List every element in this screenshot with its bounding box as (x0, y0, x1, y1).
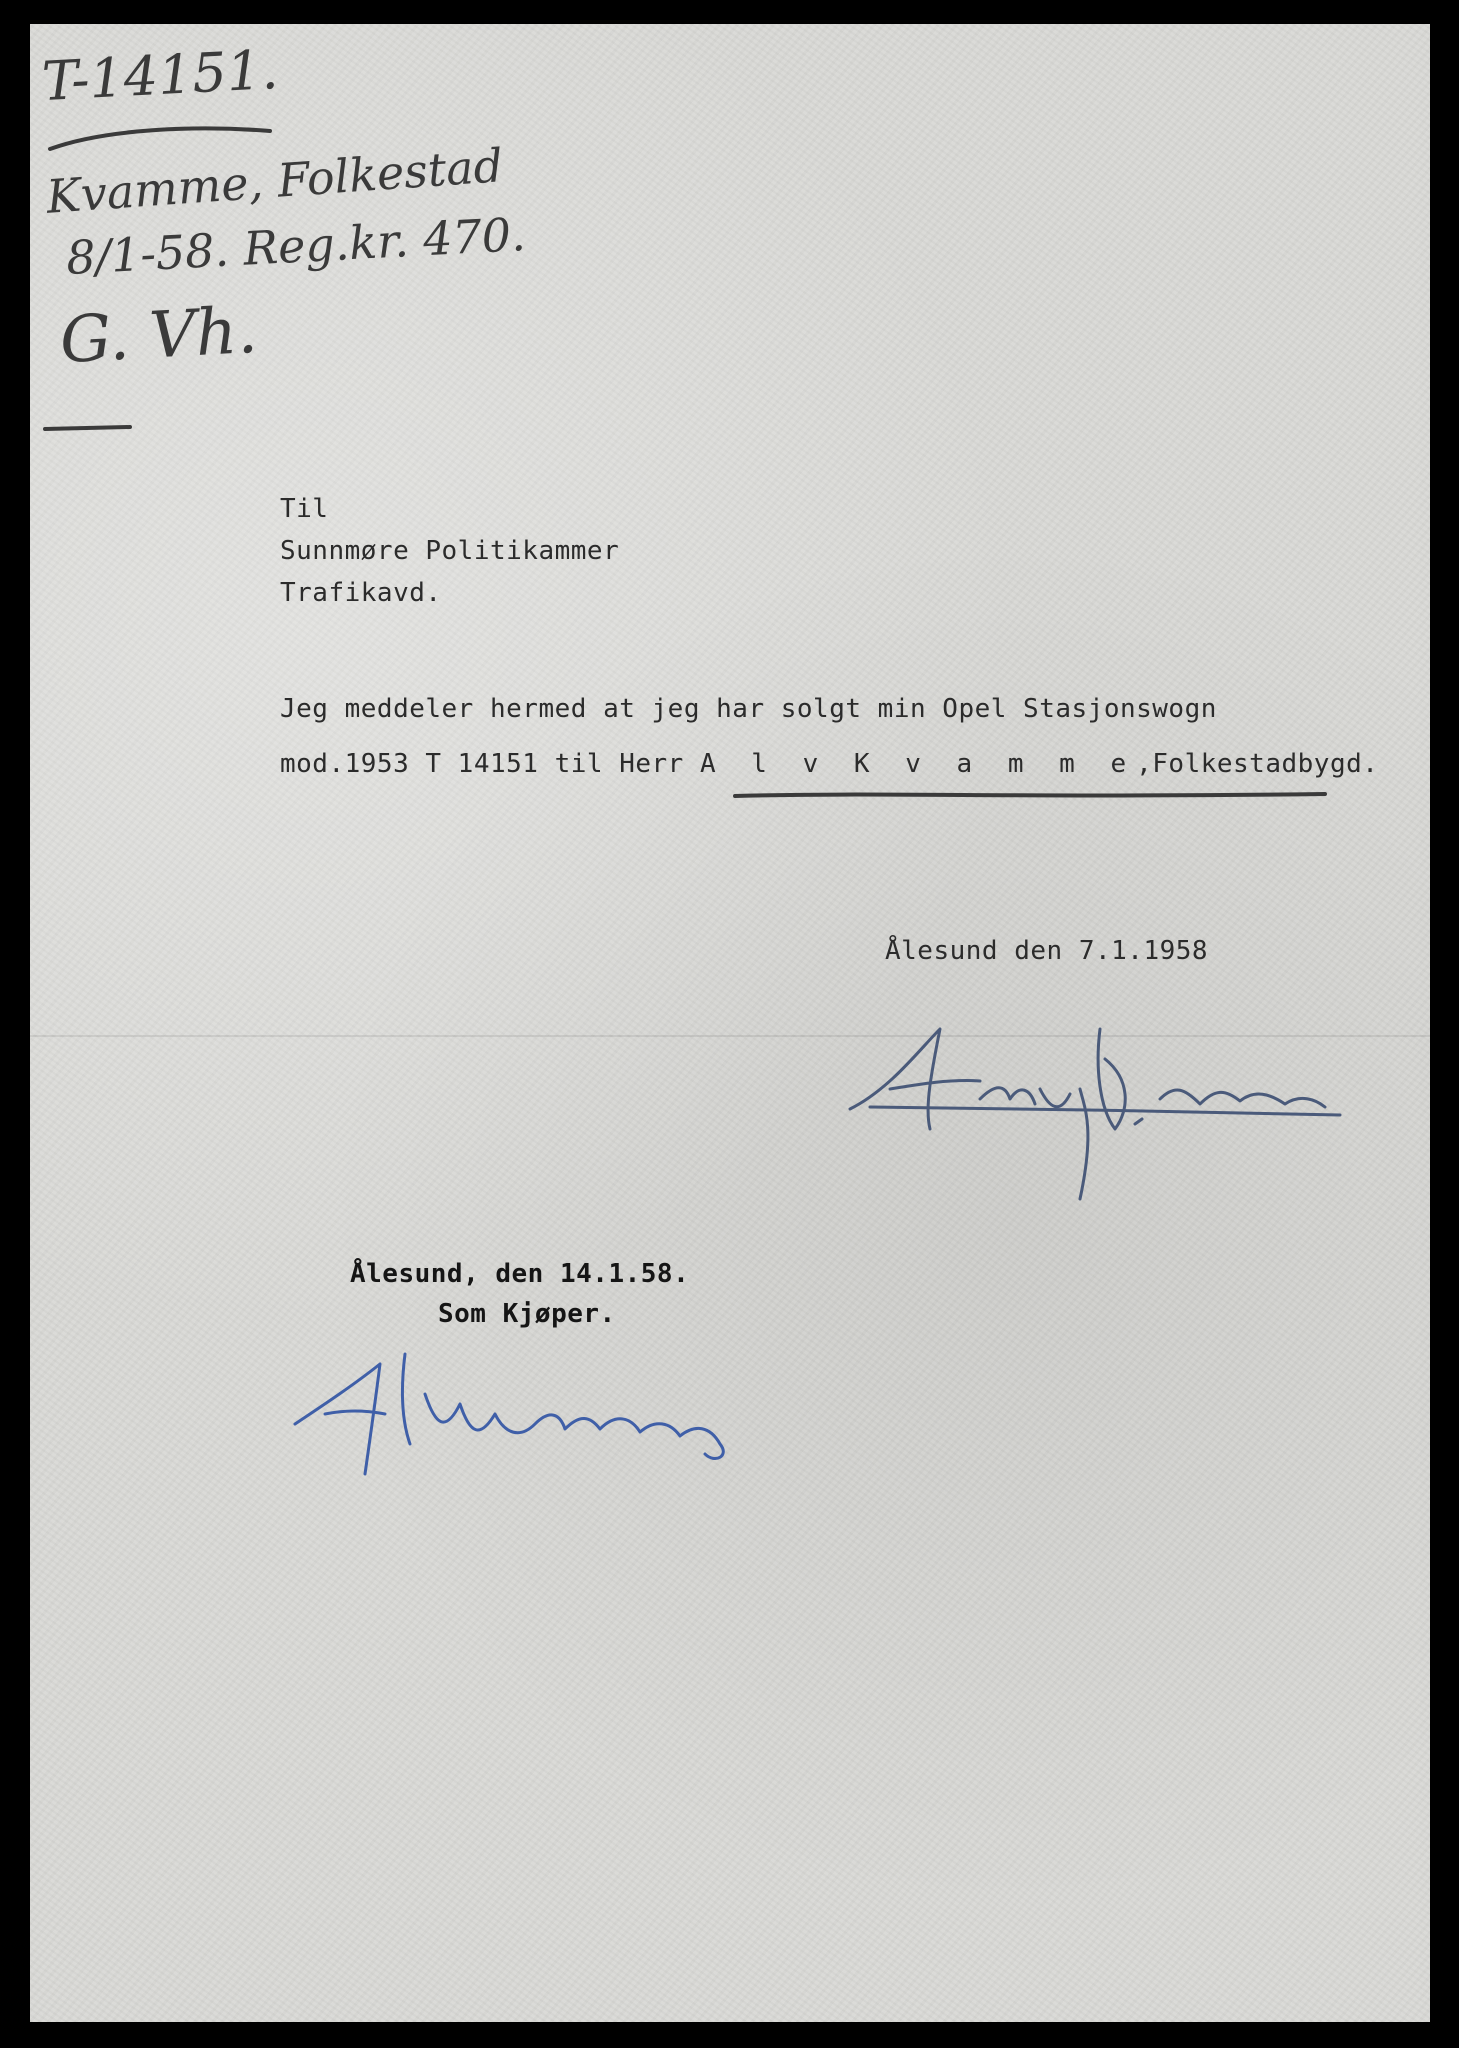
body-line-1: Jeg meddeler hermed at jeg har solgt min Opel Stasjonswogn (280, 694, 1217, 724)
buyer-role: Som Kjøper. (438, 1299, 616, 1329)
handwritten-note-name: Kvamme, Folkestad (44, 138, 505, 224)
document-page (30, 24, 1430, 2022)
recipient-office: Sunnmøre Politikammer (280, 536, 620, 566)
handwritten-reference-number: T-14151. (40, 37, 280, 114)
buyer-name: A l v K v a m m e (700, 749, 1137, 779)
buyer-place-date: Ålesund, den 14.1.58. (350, 1259, 690, 1289)
recipient-department: Trafikavd. (280, 578, 442, 608)
handwritten-note-registration: 8/1-58. Reg.kr. 470. (64, 207, 527, 285)
recipient-to: Til (280, 494, 329, 524)
pencil-underline (45, 119, 285, 159)
name-underline (730, 786, 1330, 806)
body-line-2 (280, 749, 1378, 779)
seller-place-date: Ålesund den 7.1.1958 (885, 936, 1209, 966)
body-line-2-prefix: mod.1953 T 14151 til Herr (280, 749, 700, 779)
pencil-dash (40, 419, 160, 439)
buyer-signature (285, 1344, 805, 1504)
body-line-2-suffix: ,Folkestadbygd. (1136, 749, 1379, 779)
seller-signature (830, 989, 1350, 1209)
handwritten-initials: G. Vh. (58, 293, 260, 379)
